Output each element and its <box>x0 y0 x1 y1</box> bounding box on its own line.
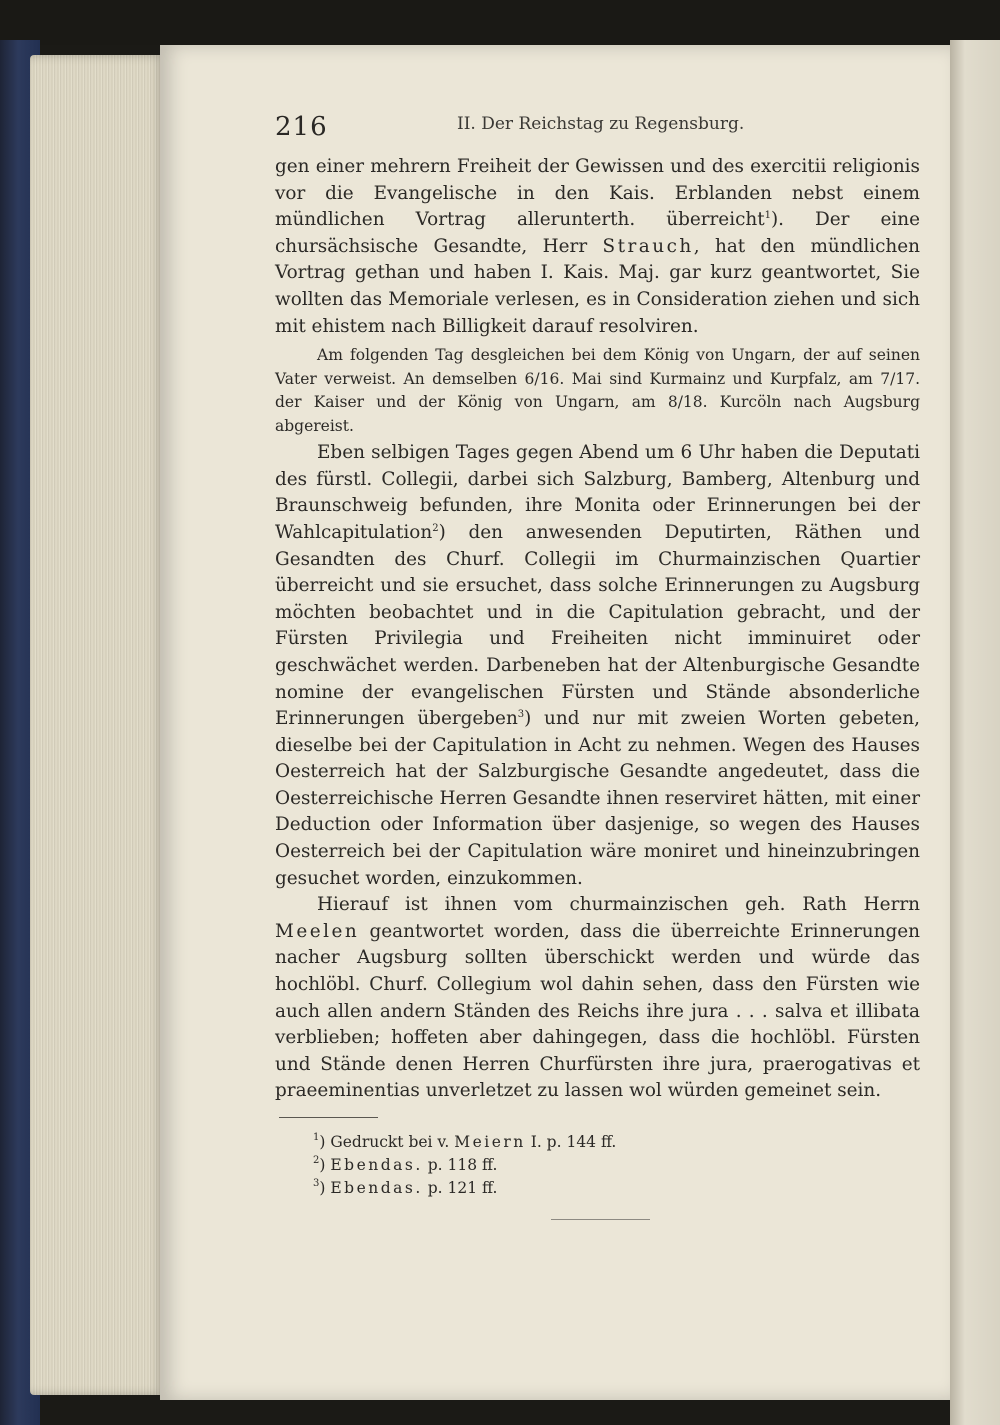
end-rule <box>551 1219 650 1220</box>
footnotes <box>313 1131 813 1200</box>
name-meelen: Meelen <box>275 920 360 942</box>
name-strauch: Strauch <box>602 235 694 257</box>
paragraph-3: Eben selbigen Tages gegen Abend um 6 Uhr haben die Deputati des fürstl. Collegii, darbei sich Salzburg, Bamberg, Altenburg und Braunschweig befunden, ihre Monita oder Erinnerungen bei der Wahlcapitulation$^2$) den anwesenden Deputirten, Räthen und Gesandten des Churf. Collegii im Churmainzischen Quartier überreicht und sie ersuchet, dass solche Erinnerungen zu Augsburg möchten beobachtet und in die Capitulation gebracht, und der Fürsten Privilegia und Freiheiten nicht imminuiret oder geschwächet werden. Darbeneben hat der Altenburgische Gesandte nomine der evangelischen Fürsten und Stände absonderliche Erinnerungen übergeben$^3$) und nur mit zweien Worten gebeten, dieselbe bei der Capitulation in Acht zu nehmen. Wegen des Hauses Oesterreich hat der Salzburgische Gesandte angedeutet, dass die Oesterreichische Herren Gesandte ihnen reserviret hätten, mit einer Deduction oder Information über dasjenige, so wegen des Hauses Oesterreich bei der Capitulation wäre moniret und hineinzubringen gesuchet worden, einzukommen. <box>275 442 920 889</box>
footnote-2: $^2$) Ebendas. p. 118 ff. <box>313 1155 498 1174</box>
page-number: 216 <box>275 112 328 142</box>
footnote-3: $^3$) Ebendas. p. 121 ff. <box>313 1178 498 1197</box>
paragraph-1: gen einer mehrern Freiheit der Gewissen und des exercitii religionis vor die Evangelische in den Kais. Erblanden nebst einem mündlichen Vortrag allerunterth. überreicht$^1$). Der eine chursächsische Gesandte, Herr Strauch, hat den mündlichen Vortrag gethan und haben I. Kais. Maj. gar kurz geantwortet, Sie wollten das Memoriale verlesen, es in Consideration ziehen und sich mit ehistem nach Billigkeit darauf resolviren. <box>275 156 920 337</box>
footnote-ref-1: 1 <box>764 210 771 222</box>
paragraph-4: Hierauf ist ihnen vom churmainzischen geh. Rath Herrn Meelen geantwortet worden, dass die überreichte Erinnerungen nacher Augsburg sollten überschickt werden und würde das hochlöbl. Churf. Collegium wol dahin sehen, dass den Fürsten wie auch allen andern Ständen des Reichs ihre jura . . . salva et illibata verblieben; hoffeten aber dahingegen, dass die hochlöbl. Fürsten und Stände denen Herren Churfürsten ihre jura, praerogativas et praeeminentias unverletzet zu lassen wol würden gemeinet sein. <box>275 894 920 1102</box>
running-head: II. Der Reichstag zu Regensburg. <box>457 114 745 134</box>
footnote-rule <box>279 1117 378 1118</box>
top-background <box>0 0 1000 45</box>
page-edges <box>30 55 165 1395</box>
page-body <box>275 154 920 1105</box>
page-header <box>275 112 920 142</box>
footnote-ref-2: 2 <box>432 522 439 534</box>
facing-page-edge <box>950 40 1000 1425</box>
footnote-1: $^1$) Gedruckt bei v. Meiern I. p. 144 ff. <box>313 1132 617 1151</box>
paragraph-2-note: Am folgenden Tag desgleichen bei dem König von Ungarn, der auf seinen Vater verweist. An demselben 6/16. Mai sind Kurmainz und Kurpfalz, am 7/17. der Kaiser und der König von Ungarn, am 8/18. Kurcöln nach Augsburg abgereist. <box>275 346 920 435</box>
footnote-ref-3: 3 <box>517 709 525 721</box>
